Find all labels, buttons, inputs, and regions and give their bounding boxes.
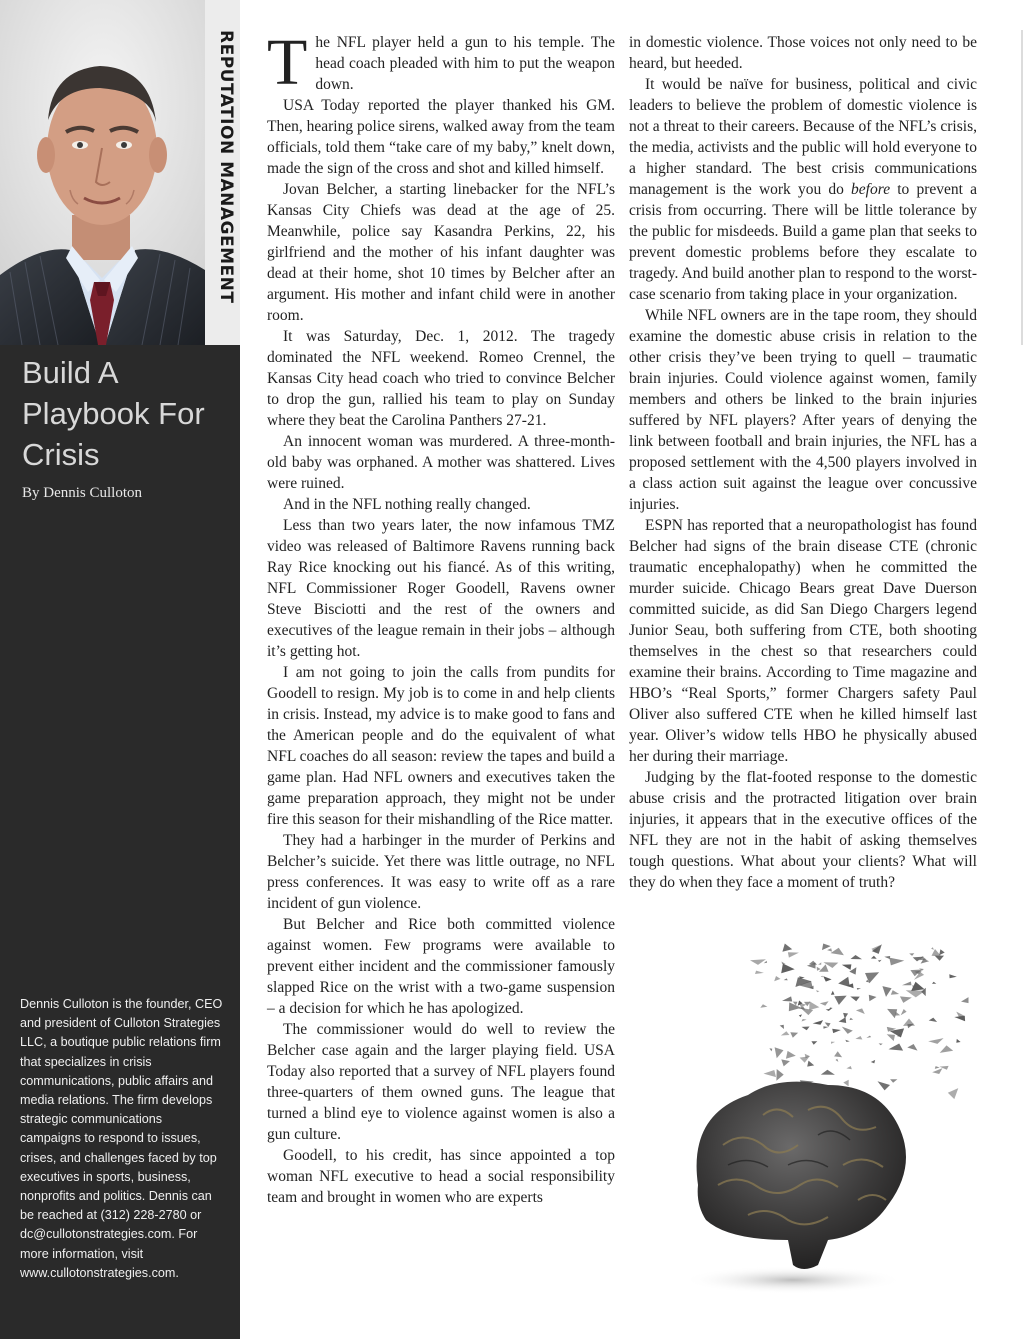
brain-shard (784, 978, 788, 980)
brain-shard (850, 997, 860, 1002)
brain-shard (846, 1066, 851, 1069)
brain-shard (800, 1056, 810, 1063)
brain-shard (809, 1001, 819, 1010)
brain-shard (850, 1018, 854, 1020)
brain-shard (832, 1029, 841, 1033)
brain-shard (782, 996, 792, 1001)
brain-shard (802, 1027, 810, 1031)
article-paragraph: Judging by the flat-footed response to the domestic abuse crisis and the protracted litigation over brain injuries, it appears that in the executive offices of the NFL they are not in the habit of asking themselves tough questions. What about your clients? What will they do when they face a moment of truth? (629, 769, 977, 891)
brain-shard (879, 1043, 883, 1045)
brain-shard (834, 996, 846, 1005)
brain-shard (902, 982, 912, 986)
brain-shard (790, 1032, 798, 1038)
brain-shard (781, 1031, 790, 1035)
article-paragraph: They had a harbinger in the murder of Perkins and Belcher’s suicide. Yet there was little outrage, no NFL press conferences. It was easy to write off as a rare incident of gun violence. (267, 832, 615, 912)
brain-shard (786, 1051, 796, 1059)
brain-shard (782, 962, 786, 965)
brain-shard (931, 947, 934, 950)
drop-cap: T (267, 26, 308, 99)
brain-shard (817, 967, 821, 971)
brain-shard (884, 956, 890, 959)
brain-shard (878, 960, 882, 962)
article-column-2 (629, 32, 977, 893)
sidebar (0, 0, 240, 1339)
brain-shard (890, 1079, 897, 1083)
brain-shard (750, 959, 766, 965)
author-portrait (0, 0, 205, 345)
brain-shard (834, 1051, 842, 1057)
brain-shard (776, 1069, 783, 1081)
brain-shard (818, 962, 821, 964)
article-column-1 (267, 26, 615, 1208)
brain-shard (843, 1013, 848, 1019)
brain-shard (842, 1027, 853, 1034)
brain-shard (909, 953, 914, 956)
brain-shard (882, 986, 891, 997)
brain-shard (845, 1040, 849, 1042)
brain-shard (816, 990, 819, 992)
brain-shard (939, 949, 945, 955)
shattering-brain-illustration (628, 935, 1008, 1305)
brain-shard (821, 976, 823, 977)
brain-shard (928, 1038, 943, 1044)
brain-shard (948, 1088, 959, 1099)
brain-shard (831, 948, 844, 956)
brain-shard (900, 996, 912, 1003)
brain-shard (935, 1066, 940, 1069)
brain-shard (831, 991, 835, 995)
brain-shard (826, 1009, 832, 1012)
brain-shard (769, 1048, 772, 1051)
brain-shard (775, 1047, 784, 1058)
article-paragraph: I am not going to join the calls from pundits for Goodell to resign. My job is to come in and help clients in crisis. Instead, my advice is to make good to fans and the American people and do the equivalent of what NFL coaches do all season: review the tapes and build a game plan. Had NFL owners and executives taken the game preparation approach, they might not be under fire this season for their mishandling of the Rice matter. (267, 664, 615, 828)
article-headline: Build A Playbook For Crisis (22, 355, 205, 472)
article-paragraph: The commissioner would do well to review the Belcher case again and the larger playing field. USA Today also reported that a survey of NFL players found three-quarters of them owned guns. The league that turned a blind eye to violence against women is also a gun culture. (267, 1021, 615, 1143)
article-paragraph: And in the NFL nothing really changed. (283, 496, 531, 513)
article-paragraph: While NFL owners are in the tape room, they should examine the domestic abuse crisis in relation to the other crisis they’ve been trying to quell – traumatic brain injuries. Could violence against women, family members and others be linked to the brain injuries suffered by NFL players? After years of denying the link between football and brain injuries, the NFL has a proposed settlement with the 4,500 players involved in a class action suit against the league over concussive injuries. (629, 307, 977, 513)
brain-shard (813, 1020, 824, 1025)
brain-shard (871, 956, 877, 959)
article-paragraph: The NFL player held a gun to his temple. The head coach pleaded with him to put the weapon down. (267, 26, 615, 99)
brain-shard (903, 1019, 915, 1026)
brain-shard (780, 1025, 784, 1029)
brain-shard (889, 1044, 904, 1051)
brain-shard (935, 956, 944, 961)
brain-shard (866, 1036, 871, 1038)
brain-shard (907, 1044, 917, 1051)
brain-shard (764, 961, 767, 964)
article-paragraph: Less than two years later, the now infamous TMZ video was released of Baltimore Ravens running back Ray Rice knocking out his fiancé. As of this writing, NFL Commissioner Roger Goodell, Ravens owner Steve Bisciotti and the rest of the owners and executives of the league remain in their jobs – although it’s getting hot. (267, 517, 615, 660)
brain-shard (929, 1018, 937, 1022)
brain-shard (843, 1080, 848, 1087)
brain-shard (781, 964, 795, 974)
brain-shard (820, 1001, 829, 1006)
brain-shard (901, 1009, 907, 1015)
brain-shard (788, 952, 799, 957)
brain-shard (811, 1041, 817, 1044)
brain-shard (887, 1034, 895, 1041)
sidebar-photo-panel (0, 0, 240, 345)
brain-shard (851, 955, 863, 959)
brain-shard (782, 944, 792, 952)
article-paragraph: USA Today reported the player thanked his GM. Then, hearing police sirens, walked away from the team officials, told them “take care of my baby,” knelt down, made the sign of the cross and shot and killed himself. (267, 97, 615, 177)
emphasis: before (851, 181, 891, 198)
article-paragraph: An innocent woman was murdered. A three-month-old baby was orphaned. A mother was shattered. Lives were ruined. (267, 433, 615, 492)
brain-shard (891, 990, 899, 995)
brain-shard (821, 1070, 835, 1075)
brain-shard (869, 995, 877, 1002)
brain-shard (856, 1008, 865, 1014)
page-edge (1021, 30, 1023, 345)
brain-shard (940, 1045, 954, 1053)
brain-shard (932, 982, 936, 984)
article-paragraph: in domestic violence. Those voices not only need to be heard, but heeded. (629, 34, 977, 72)
brain-shard (781, 1059, 790, 1066)
author-bio: Dennis Culloton is the founder, CEO and president of Culloton Strategies LLC, a boutique public relations firm that specializes in crisis communications, public affairs and media relations. The firm develops strategic communications campaigns to respond to issues, crises, and challenges faced by top executives in sports, business, nonprofits and politics. Dennis can be reached at (312) 228-2780 or dc@cullotonstrategies.com. For more information, visit www.cullotonstrategies.com. (20, 997, 223, 1280)
brain-shard (842, 964, 852, 970)
section-label: REPUTATION MANAGEMENT (216, 30, 236, 304)
brain-shard (949, 974, 957, 978)
article-paragraph: Goodell, to his credit, has since appointed a top woman NFL executive to head a social responsibility team and brought in women who are experts (267, 1147, 615, 1206)
brain-shard (760, 1004, 767, 1008)
brain-shard (825, 1022, 831, 1027)
brain-shard (906, 990, 926, 997)
article-paragraph: It would be naïve for business, political and civic leaders to believe the problem of domestic violence is not a threat to their careers. Because of the NFL’s crisis, the media, activists and the public will hold everyone to a higher standard. The best crisis communications management is the work you do before to prevent a crisis from occurring. There will be little tolerance by the public for misdeeds. Build a game plan that seeks to prevent domestic problems before they escalate to tragedy. And build another plan to respond to the worst-case scenario from taking place in your organization. (629, 76, 977, 303)
brain-shard (823, 976, 831, 982)
article-paragraph: It was Saturday, Dec. 1, 2012. The tragedy dominated the NFL weekend. Romeo Crennel, the Kansas City head coach who tried to convince Belcher to drop the gun, rallied his team to play on Sunday where they beat the Carolina Panthers 27-21. (267, 328, 615, 429)
brain-shard (827, 948, 832, 951)
brain-shard (799, 1014, 802, 1017)
brain-shard (887, 1009, 897, 1018)
brain-shard (774, 976, 780, 981)
brain-shard (878, 1081, 891, 1090)
brain-shard (932, 1068, 942, 1074)
brain-shard (889, 958, 904, 966)
brain-shard (836, 1059, 839, 1062)
brain-shard (855, 1036, 862, 1040)
brain-shard (857, 988, 861, 990)
article-byline: By Dennis Culloton (22, 485, 143, 501)
brain-shard (961, 997, 969, 1003)
brain-shard (755, 971, 764, 974)
article-paragraph: Jovan Belcher, a starting linebacker for the NFL’s Kansas City Chiefs was dead at the age of 25. Meanwhile, police say Kasandra Perkins, 22, his girlfriend and the mother of his infant daughter was dead at their home, shot 10 times by Belcher after an argument. His mother and infant child were in another room. (267, 181, 615, 324)
brain-shard (819, 964, 829, 971)
article-paragraph: ESPN has reported that a neuropathologist has found Belcher had signs of the brain disease CTE (chronic traumatic encephalopathy) when he committed the murder suicide. Chicago Bears great Dave Duerson committed suicide, as did San Diego Chargers legend Junior Seau, both suffering from CTE, both shooting themselves in the chest so that researchers could examine their brains. According to Time magazine and HBO’s “Real Sports,” former Chargers safety Paul Oliver also suffered CTE when he killed himself last year. Oliver’s widow tells HBO he physically abused her during their marriage. (629, 517, 977, 765)
brain-shard (871, 1060, 875, 1064)
brain-shard (764, 1070, 777, 1077)
brain-shard (807, 1061, 814, 1067)
brain-shard (823, 1026, 828, 1028)
article-paragraph: But Belcher and Rice both committed violence against women. Few programs were available to prevent either incident and the commissioner famously slapped Rice on the wrist with a two-game suspension – a decision for which he has apologized. (267, 916, 615, 1017)
brain-shard (831, 1042, 835, 1044)
brain-shard (956, 1039, 960, 1043)
brain-shard (802, 1019, 807, 1022)
